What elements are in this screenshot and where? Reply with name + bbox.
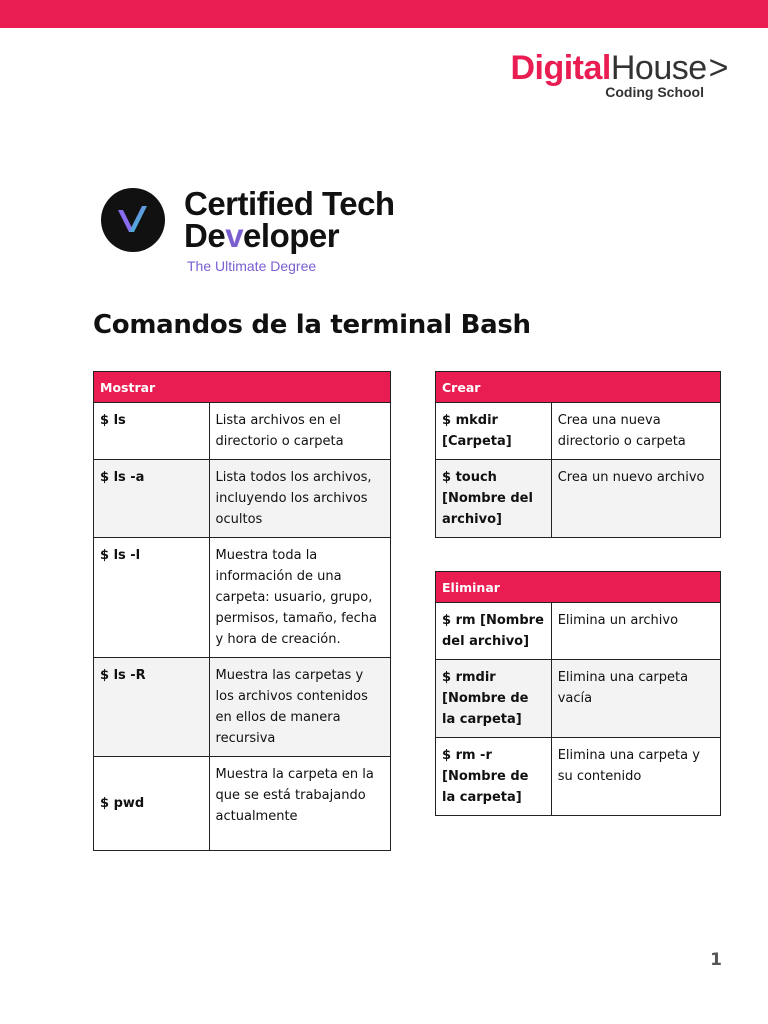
ctd-de: De — [184, 217, 226, 254]
table-row — [436, 738, 721, 816]
ctd-eloper: eloper — [243, 217, 340, 254]
command-cell: $ mkdir [Carpeta] — [436, 403, 552, 460]
command-cell: $ rmdir [Nombre de la carpeta] — [436, 660, 552, 738]
description-cell: Lista archivos en el directorio o carpeta — [209, 403, 390, 460]
ctd-line-2 — [184, 217, 395, 254]
ctd-v-mark-icon — [100, 188, 166, 252]
table-crear — [435, 371, 721, 538]
table-row — [94, 538, 391, 658]
logo-digital: Digital — [510, 49, 611, 87]
description-cell: Elimina una carpeta y su contenido — [551, 738, 720, 816]
logo-house: House — [610, 49, 707, 87]
table-row — [94, 658, 391, 757]
description-cell: Elimina una carpeta vacía — [551, 660, 720, 738]
table-row — [94, 460, 391, 538]
ctd-tagline: The Ultimate Degree — [187, 258, 317, 274]
top-accent-bar — [0, 0, 768, 28]
description-cell: Elimina un archivo — [551, 603, 720, 660]
command-cell: $ ls — [94, 403, 210, 460]
logo-chevron: > — [708, 49, 728, 87]
page-number: 1 — [710, 950, 722, 970]
table-row — [436, 460, 721, 538]
command-cell: $ ls -a — [94, 460, 210, 538]
command-cell: $ ls -l — [94, 538, 210, 658]
table-header-eliminar: Eliminar — [436, 572, 721, 603]
table-eliminar — [435, 571, 721, 816]
table-header-crear: Crear — [436, 372, 721, 403]
description-cell: Crea una nueva directorio o carpeta — [551, 403, 720, 460]
command-cell: $ ls -R — [94, 658, 210, 757]
table-mostrar — [93, 371, 391, 851]
table-row — [94, 757, 391, 851]
ctd-line-1: Certified Tech — [184, 185, 395, 222]
digital-house-wordmark — [510, 50, 728, 86]
command-cell: $ rm -r [Nombre de la carpeta] — [436, 738, 552, 816]
logo-coding-school: Coding School — [605, 84, 704, 100]
table-row — [94, 403, 391, 460]
description-cell: Muestra la carpeta en la que se está trabajando actualmente — [209, 757, 390, 851]
table-row — [436, 403, 721, 460]
description-cell: Lista todos los archivos, incluyendo los archivos ocultos — [209, 460, 390, 538]
page-title: Comandos de la terminal Bash — [93, 310, 531, 340]
description-cell: Muestra las carpetas y los archivos contenidos en ellos de manera recursiva — [209, 658, 390, 757]
command-cell: $ touch [Nombre del archivo] — [436, 460, 552, 538]
command-cell: $ pwd — [94, 757, 210, 851]
description-cell: Muestra toda la información de una carpeta: usuario, grupo, permisos, tamaño, fecha y hora de creación. — [209, 538, 390, 658]
table-row — [436, 603, 721, 660]
table-header-mostrar: Mostrar — [94, 372, 391, 403]
table-row — [436, 660, 721, 738]
ctd-v-letter: v — [225, 217, 244, 254]
digital-house-logo — [510, 50, 728, 100]
description-cell: Crea un nuevo archivo — [551, 460, 720, 538]
command-cell: $ rm [Nombre del archivo] — [436, 603, 552, 660]
